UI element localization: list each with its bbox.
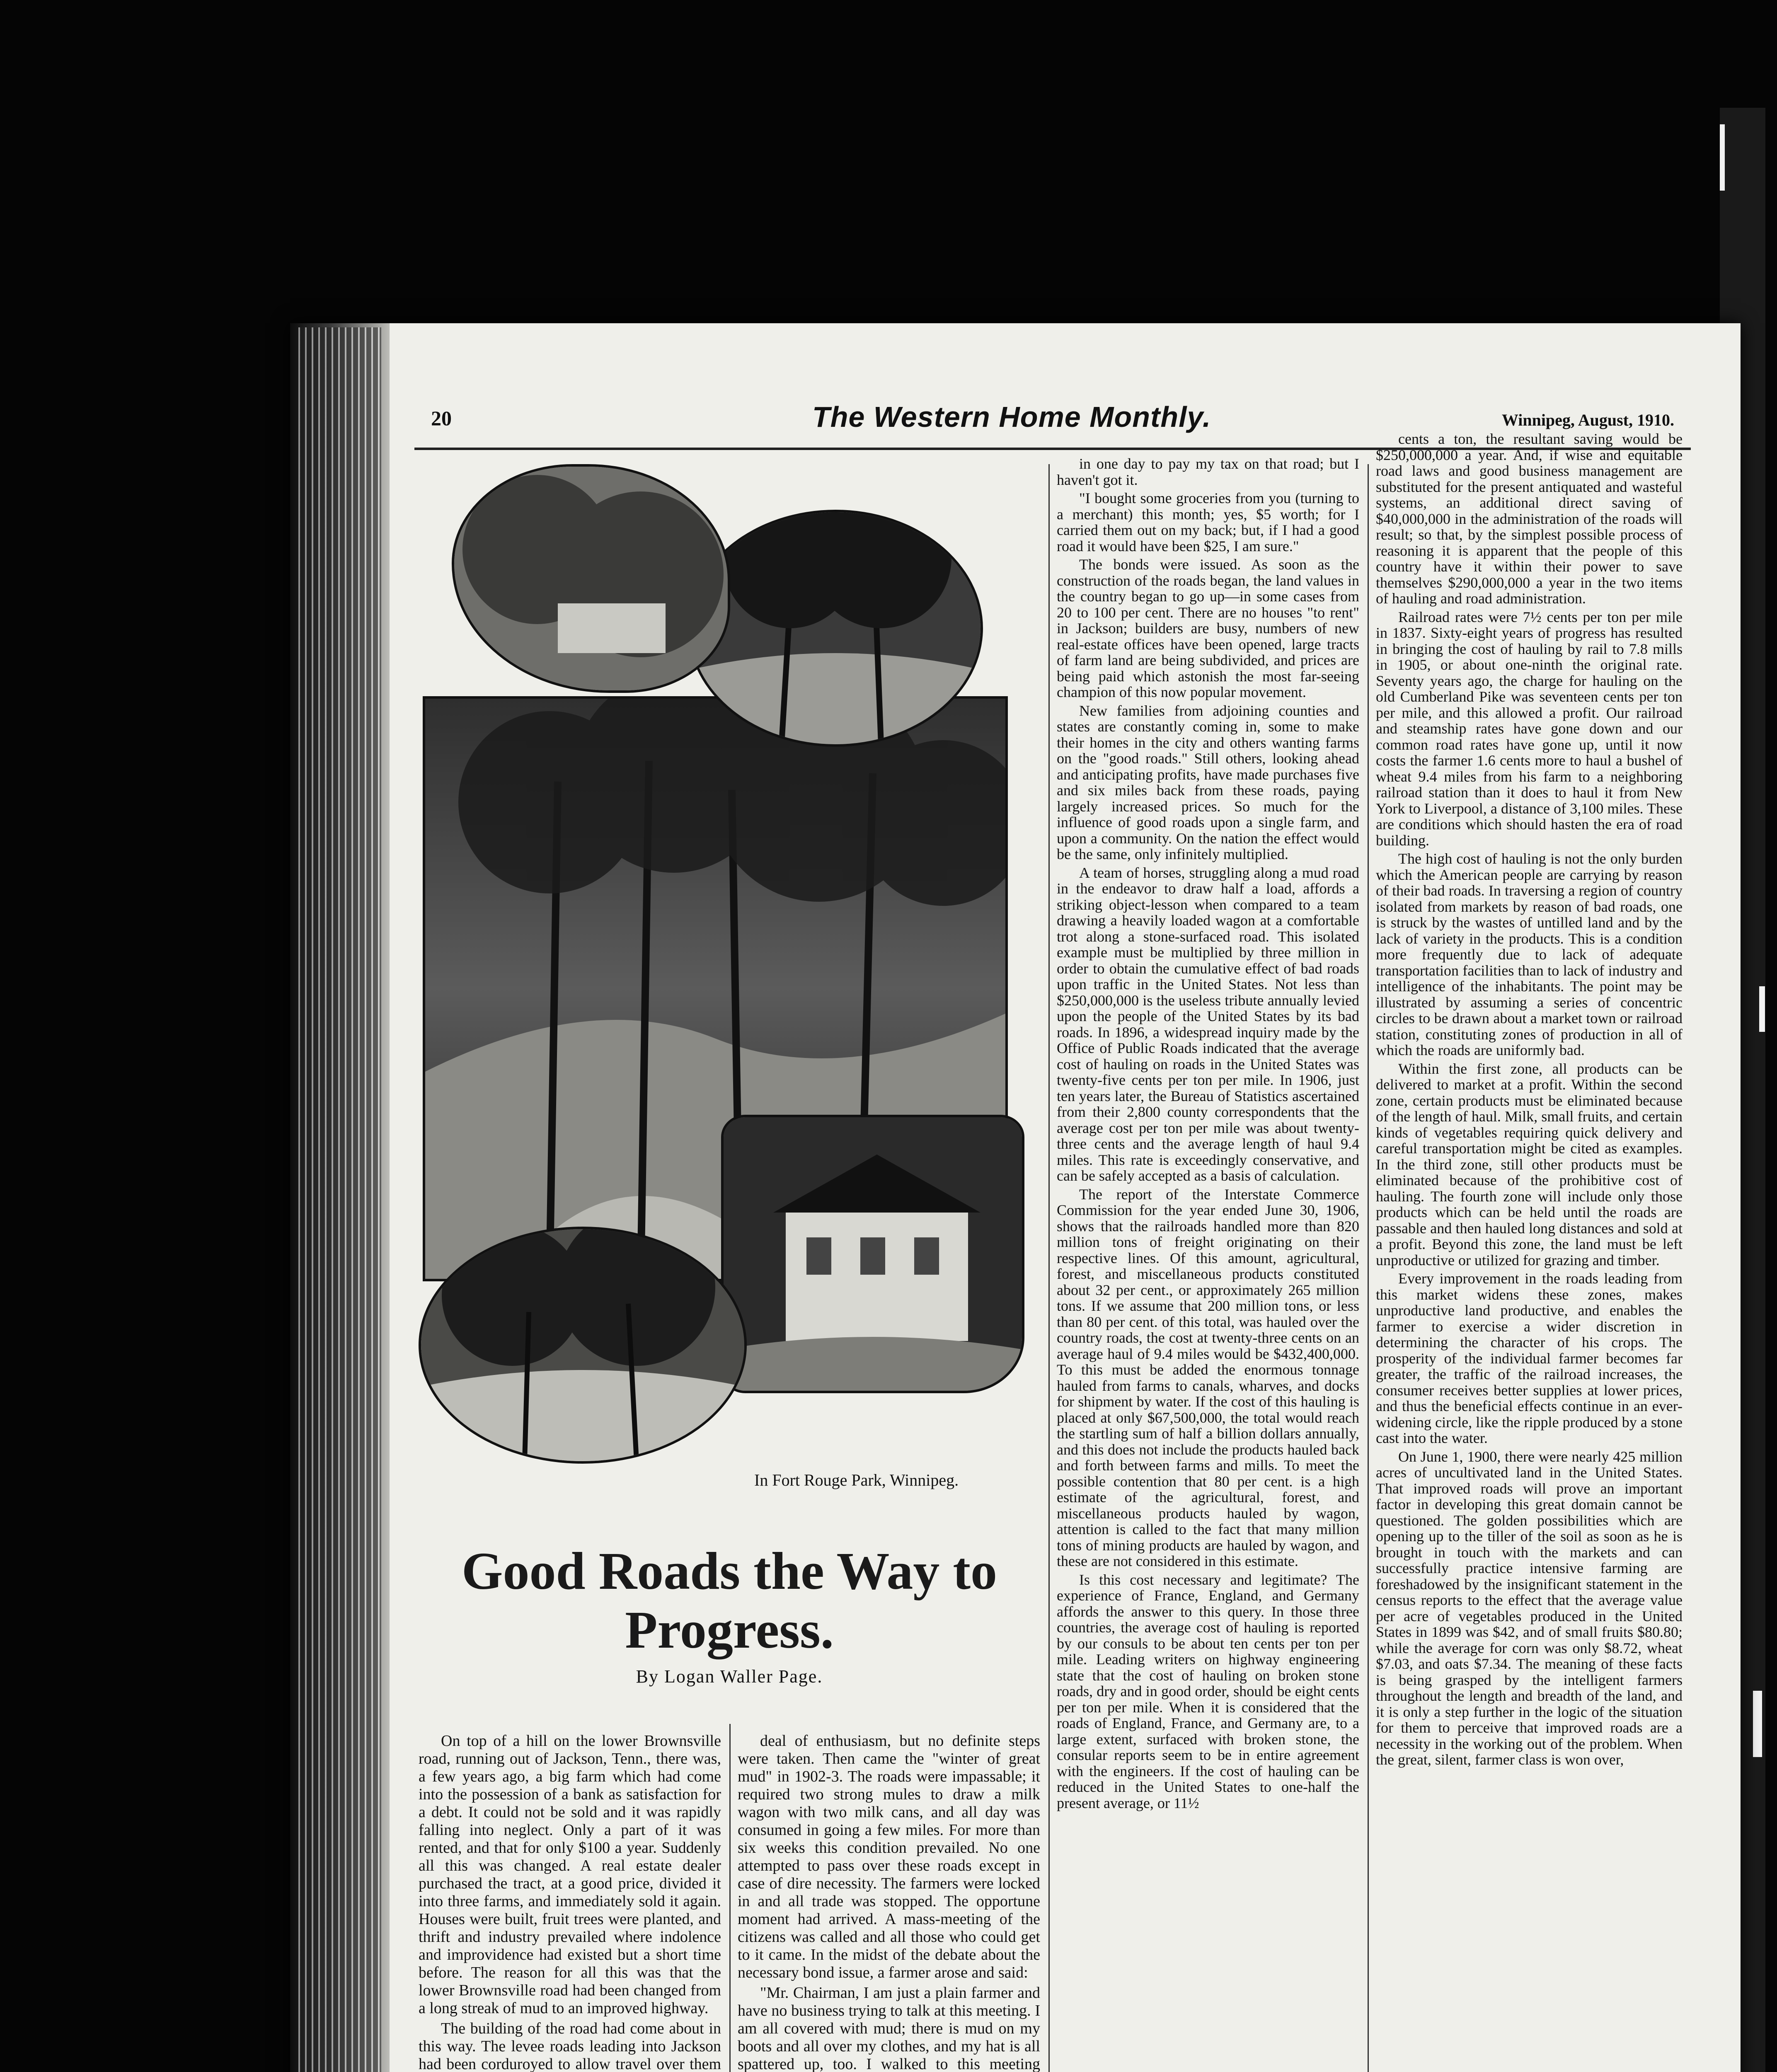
paragraph: Every improvement in the roads leading from this market widens these zones, makes unproductive land productive, and enables the farmer to exercise a wider discretion in determining the character of his crops. The prosperity of the individual farmer becomes far greater, the traffic of the railroad increases, the consumer receives better supplies at lower prices, and thus the beneficial effects continue in an ever-widening circle, like the ripple produced by a stone cast into the water.: [1376, 1270, 1683, 1446]
publication-title: The Western Home Monthly.: [812, 401, 1211, 433]
paragraph: The report of the Interstate Commerce Commission for the year ended June 30, 1906, shows that the railroads handled more than 820 million tons of freight originating on their respective lines. Of this amount, agricultural, forest, and miscellaneous products constituted about 32 per cent., or approximately 265 million tons. If we assume that 200 million tons, or less than 80 per cent. of this total, was hauled over the country roads, the cost at twenty-three cents on an average haul of 9.4 miles would be $432,400,000. To this must be added the enormous tonnage hauled from farms to canals, wharves, and docks for shipment by water. If the cost of this hauling is placed at only $67,500,000, the total would reach the startling sum of half a billion dollars annually, and this does not include the products hauled back and forth between farms and mills. To meet the possible contention that 80 per cent. is a high estimate of the agricultural, forest, and miscellaneous products hauled by wagon, attention is called to the fact that many million tons of mining products are hauled by wagon, and these are not considered in this estimate.: [1057, 1186, 1359, 1569]
article-headline: Good Roads the Way to Progress.: [461, 1542, 997, 1659]
paragraph: Railroad rates were 7½ cents per ton per mile in 1837. Sixty-eight years of progress has resulted in bringing the cost of hauling by rail to 7.8 mills in 1905, or about one-ninth the original rate. Seventy years ago, the charge for hauling on the old Cumberland Pike was seventeen cents per ton per mile, and this allowed a profit. Our railroad and steamship rates have gone down and our common road rates have gone up, until it now costs the farmer 1.6 cents more to haul a bushel of wheat 9.4 miles from his farm to a neighboring railroad station than it does to haul it from New York to Liverpool, a distance of 3,100 miles. These are conditions which should hasten the era of road building.: [1376, 608, 1683, 849]
column-3: [1057, 456, 1359, 2072]
paragraph: On top of a hill on the lower Brownsville road, running out of Jackson, Tenn., there was, a few years ago, a big farm which had come into the possession of a bank as satisfaction for a debt. It could not be sold and it was rapidly falling into neglect. Only a part of it was rented, and that for only $100 a year. Suddenly all this was changed. A real estate dealer purchased the tract, at a good price, divided it into three farms, and immediately sold it again. Houses were built, fruit trees were planted, and thrift and industry prevailed where indolence and improvidence had existed but a short time before. The reason for all this was that the lower Brownsville road had been changed from a long streak of mud to an improved highway.: [419, 1732, 721, 2017]
paragraph: A team of horses, struggling along a mud road in the endeavor to draw half a load, affords a striking object-lesson when compared to a team drawing a heavily loaded wagon at a comfortable trot along a stone-surfaced road. This isolated example must be multiplied by three million in order to obtain the cumulative effect of bad roads upon traffic in the United States. Not less than $250,000,000 is the useless tribute annually levied upon the people of the United States by its bad roads. In 1896, a widespread inquiry made by the Office of Public Roads indicated that the average cost of hauling on roads in the United States was twenty-five cents per ton per mile. In 1906, just ten years later, the Bureau of Statistics ascertained from their 2,800 county correspondents that the average cost per ton per mile was about twenty-three cents and the average length of haul 9.4 miles. This rate is exceedingly conservative, and can be safely accepted as a basis of calculation.: [1057, 864, 1359, 1184]
article-byline: By Logan Waller Page.: [636, 1666, 823, 1687]
paragraph: "Mr. Chairman, I am just a plain farmer and have no business trying to talk at this meeting. I am all covered with mud; there is mud on my boots and all over my clothes, and my hat is all spattered up, too. I walked to this meeting: [738, 1984, 1040, 2072]
dateline: Winnipeg, August, 1910.: [1501, 411, 1674, 429]
film-mark-right-lower: [1753, 1691, 1762, 1757]
paragraph: "I bought some groceries from you (turning to a merchant) this month; yes, $5 worth; for I carried them out on my back; but, if I had a good road it would have been $25, I am sure.": [1057, 490, 1359, 554]
column-4: [1376, 431, 1683, 2072]
park-photo-cloud-topleft: [452, 464, 730, 693]
film-mark-right-middle: [1759, 986, 1765, 1032]
paragraph: deal of enthusiasm, but no definite steps were taken. Then came the "winter of great mud" in 1902-3. The roads were impassable; it required two strong mules to draw a milk wagon with two milk cans, and all day was consumed in going a few miles. For more than six weeks this condition prevailed. No one attempted to pass over these roads except in case of dire necessity. The farmers were locked in and all trade was stopped. The opportune moment had arrived. A mass-meeting of the citizens was called and all those who could get to it came. In the midst of the debate about the necessary bond issue, a farmer arose and said:: [738, 1732, 1040, 1981]
paragraph: The high cost of hauling is not the only burden which the American people are carrying by reason of their bad roads. In traversing a region of country isolated from markets by reason of bad roads, one is struck by the wastes of untilled land and by the lack of variety in the products. This is a condition more frequently due to lack of adequate transportation facilities than to lack of industry and intelligence of the inhabitants. The point may be illustrated by assuming a series of concentric circles to be drawn about a market town or railroad station, constituting zones of production in all of which the roads are uniformly bad.: [1376, 850, 1683, 1058]
paragraph: The bonds were issued. As soon as the construction of the roads began, the land values in the country began to go up—in some cases from 20 to 100 per cent. There are no houses "to rent" in Jackson; builders are busy, numbers of new real-estate offices have been opened, large tracts of farm land are being subdivided, and prices are being paid which astonish the most far-seeing champion of this now popular movement.: [1057, 556, 1359, 700]
page-number: 20: [431, 407, 452, 430]
photo-collage: [398, 464, 1053, 1525]
binding-page-edges: [298, 327, 381, 2072]
column-1: [419, 1732, 721, 2072]
film-mark-top-right: [1720, 124, 1725, 191]
park-photo-oval-bottom-left: [419, 1227, 747, 1464]
paragraph: Is this cost necessary and legitimate? The experience of France, England, and Germany affords the answer to this query. In those three countries, the average cost of hauling is reported by our consuls to be about ten cents per ton per mile. Leading writers on highway engineering state that the cost of hauling on broken stone roads, dry and in good order, should be eight cents per ton per mile. When it is considered that the roads of England, France, and Germany are, to a large extent, surfaced with broken stone, the consular reports seem to be in entire agreement with the engineers. If the cost of hauling can be reduced in the United States to one-half the present average, or 11½: [1057, 1571, 1359, 1811]
column-rule-2: [1048, 464, 1050, 2072]
paragraph: Within the first zone, all products can be delivered to market at a profit. Within the second zone, certain products must be eliminated because of the length of haul. Milk, small fruits, and certain kinds of vegetables requiring quick delivery and careful transportation might be cited as examples. In the third zone, still other products must be eliminated because of the prohibitive cost of hauling. The fourth zone will include only those products which can be held until the roads are passable and then hauled long distances and sold at a profit. Beyond this zone, the land must be left unproductive or utilized for grazing and timber.: [1376, 1060, 1683, 1268]
paragraph: cents a ton, the resultant saving would be $250,000,000 a year. And, if wise and equitable road laws and good business management are substituted for the present antiquated and wasteful systems, an additional direct saving of $40,000,000 in the administration of the roads will result; so that, by the simplest possible process of reasoning it is apparent that the people of this country have it within their power to save themselves $290,000,000 a year in the two items of hauling and road administration.: [1376, 431, 1683, 607]
column-rule-3: [1368, 464, 1369, 2072]
park-photo-oval-top: [688, 510, 983, 747]
photo-caption: In Fort Rouge Park, Winnipeg.: [754, 1471, 959, 1489]
paragraph: in one day to pay my tax on that road; but I haven't got it.: [1057, 455, 1359, 488]
paragraph: The building of the road had come about in this way. The levee roads leading into Jackson had been corduroyed to allow travel over them: [419, 2020, 721, 2072]
park-photo-bottom-right: [721, 1115, 1024, 1393]
column-2: [738, 1732, 1040, 2072]
paragraph: On June 1, 1900, there were nearly 425 million acres of uncultivated land in the United States. That improved roads will prove an important factor in developing this great domain cannot be questioned. The golden possibilities which are opening up to the tiller of the soil as soon as he is brought in touch with the markets and can successfully practice intensive farming are foreshadowed by the insignificant statement in the census reports to the effect that the average value per acre of vegetables produced in the United States in 1899 was $42, and of small fruits $80.80; while the average for corn was only $8.72, wheat $7.03, and oats $7.34. The meaning of these facts is being grasped by the intelligent farmers throughout the length and breadth of the land, and it is only a step further in the logic of the situation for them to perceive that improved roads are a necessity in the working out of the problem. When the great, silent, farmer class is won over,: [1376, 1448, 1683, 1768]
paragraph: New families from adjoining counties and states are constantly coming in, some to make their homes in the city and others wanting farms on the "good roads." Still others, looking ahead and anticipating profits, have made purchases five and six miles back from these roads, paying largely increased prices. So much for the influence of good roads upon a single farm, and upon a community. On the nation the effect would be the same, only infinitely multiplied.: [1057, 702, 1359, 862]
column-rule-1: [729, 1724, 731, 2072]
